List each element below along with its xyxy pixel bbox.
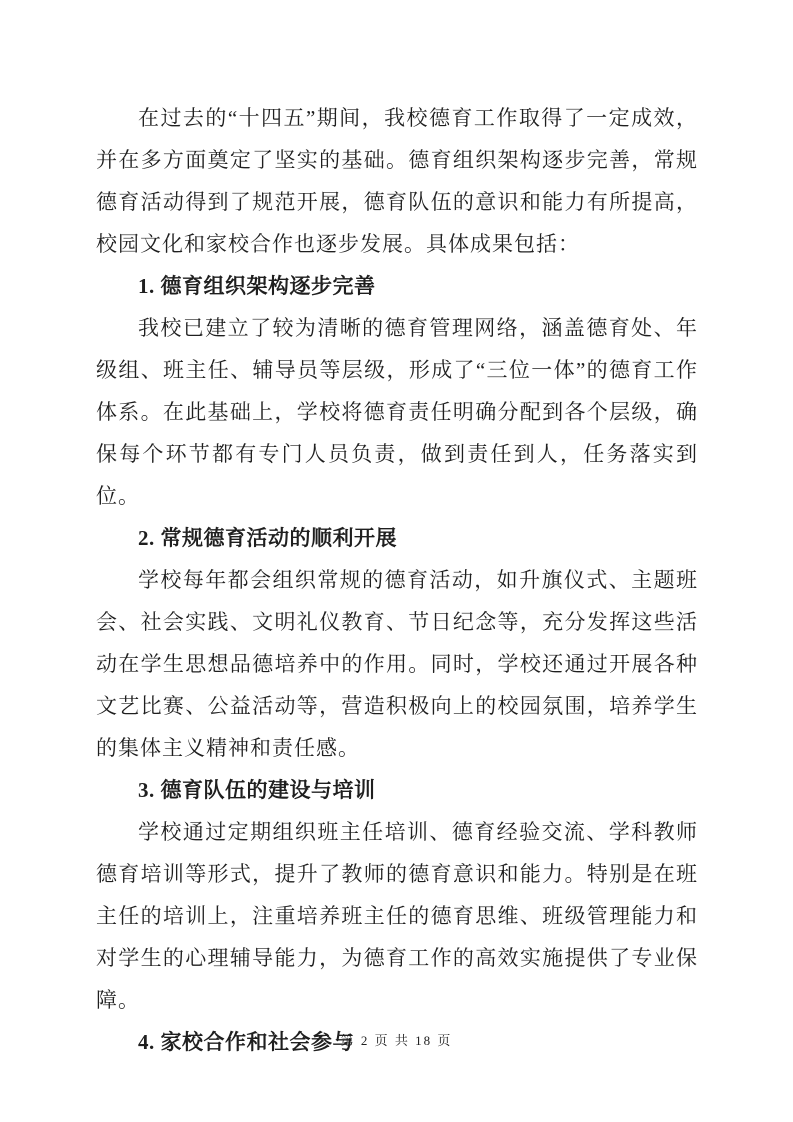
paragraph-section-3: 学校通过定期组织班主任培训、德育经验交流、学科教师德育培训等形式，提升了教师的德育意识和能力。特别是在班主任的培训上，注重培养班主任的德育思维、班级管理能力和对学生的心理辅导能力，为德育工作的高效实施提供了专业保障。 bbox=[96, 820, 698, 1012]
page-number-text: 第 2 页 共 18 页 bbox=[340, 1033, 453, 1048]
paragraph-section-1: 我校已建立了较为清晰的德育管理网络，涵盖德育处、年级组、班主任、辅导员等层级，形成了“三位一体”的德育工作体系。在此基础上，学校将德育责任明确分配到各个层级，确保每个环节都有专门人员负责，做到责任到人，任务落实到位。 bbox=[96, 316, 698, 508]
section-heading-3: 3. 德育队伍的建设与培训 bbox=[138, 778, 376, 802]
paragraph-intro: 在过去的“十四五”期间，我校德育工作取得了一定成效，并在多方面奠定了坚实的基础。德育组织架构逐步完善，常规德育活动得到了规范开展，德育队伍的意识和能力有所提高，校园文化和家校合作也逐步发展。具体成果包括： bbox=[96, 106, 698, 256]
paragraph-section-2: 学校每年都会组织常规的德育活动，如升旗仪式、主题班会、社会实践、文明礼仪教育、节日纪念等，充分发挥这些活动在学生思想品德培养中的作用。同时，学校还通过开展各种文艺比赛、公益活动等，营造积极向上的校园氛围，培养学生的集体主义精神和责任感。 bbox=[96, 568, 698, 760]
section-heading-4: 4. 家校合作和社会参与 bbox=[138, 1030, 354, 1054]
section-heading-2: 2. 常规德育活动的顺利开展 bbox=[138, 526, 397, 550]
document-content bbox=[96, 97, 698, 1063]
section-heading-1: 1. 德育组织架构逐步完善 bbox=[138, 274, 376, 298]
page-footer bbox=[0, 1030, 793, 1049]
